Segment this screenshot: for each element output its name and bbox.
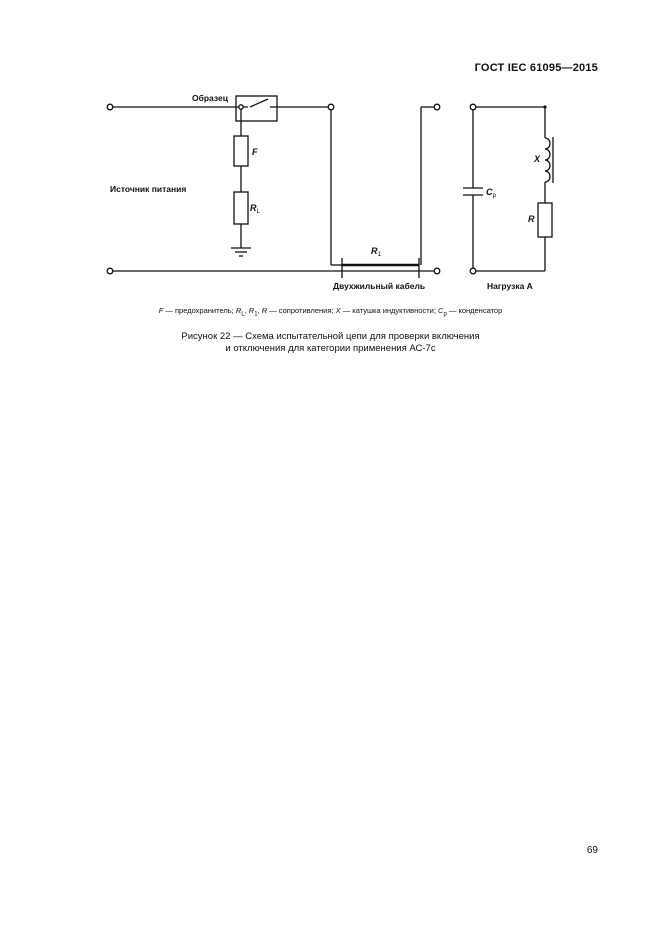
fuse-symbol-label: F xyxy=(252,147,258,157)
terminal xyxy=(328,104,334,110)
twin-cable-label: Двухжильный кабель xyxy=(333,281,426,291)
junction-dot xyxy=(543,105,546,108)
power-source-label: Источник питания xyxy=(110,184,187,194)
load-label: Нагрузка А xyxy=(487,281,533,291)
resistor-rl-symbol xyxy=(234,192,248,224)
circuit-diagram xyxy=(0,0,661,300)
sample-label: Образец xyxy=(192,93,228,103)
caption-line-1: Рисунок 22 — Схема испытательной цепи для проверки включения xyxy=(181,331,480,342)
r1-symbol-label: $R_1$ xyxy=(371,246,382,258)
inductor-symbol xyxy=(545,138,550,182)
inductor-symbol-label: X xyxy=(534,154,541,164)
terminal xyxy=(434,268,440,274)
terminal xyxy=(239,105,243,109)
terminal xyxy=(107,104,113,110)
page-number: 69 xyxy=(586,845,598,856)
switch-blade xyxy=(250,99,268,107)
load-resistor-symbol-label: R xyxy=(528,214,535,224)
load-resistor-symbol xyxy=(538,203,552,237)
capacitor-symbol-label: $C_p$ xyxy=(486,187,497,199)
terminal xyxy=(470,268,476,274)
fuse-symbol xyxy=(234,136,248,166)
terminal xyxy=(434,104,440,110)
caption-line-2: и отключения для категории применения АС-7с xyxy=(225,343,436,354)
figure-legend: F — предохранитель; $R_L$, $R_1$, R — сопротивления; X — катушка индуктивности; $C_p$ — конденсатор xyxy=(158,306,503,318)
rl-symbol-label: $R_L$ xyxy=(250,203,261,215)
document-header: ГОСТ IEC 61095—2015 xyxy=(474,62,598,74)
figure-caption xyxy=(0,331,661,355)
terminal xyxy=(107,268,113,274)
terminal xyxy=(470,104,476,110)
